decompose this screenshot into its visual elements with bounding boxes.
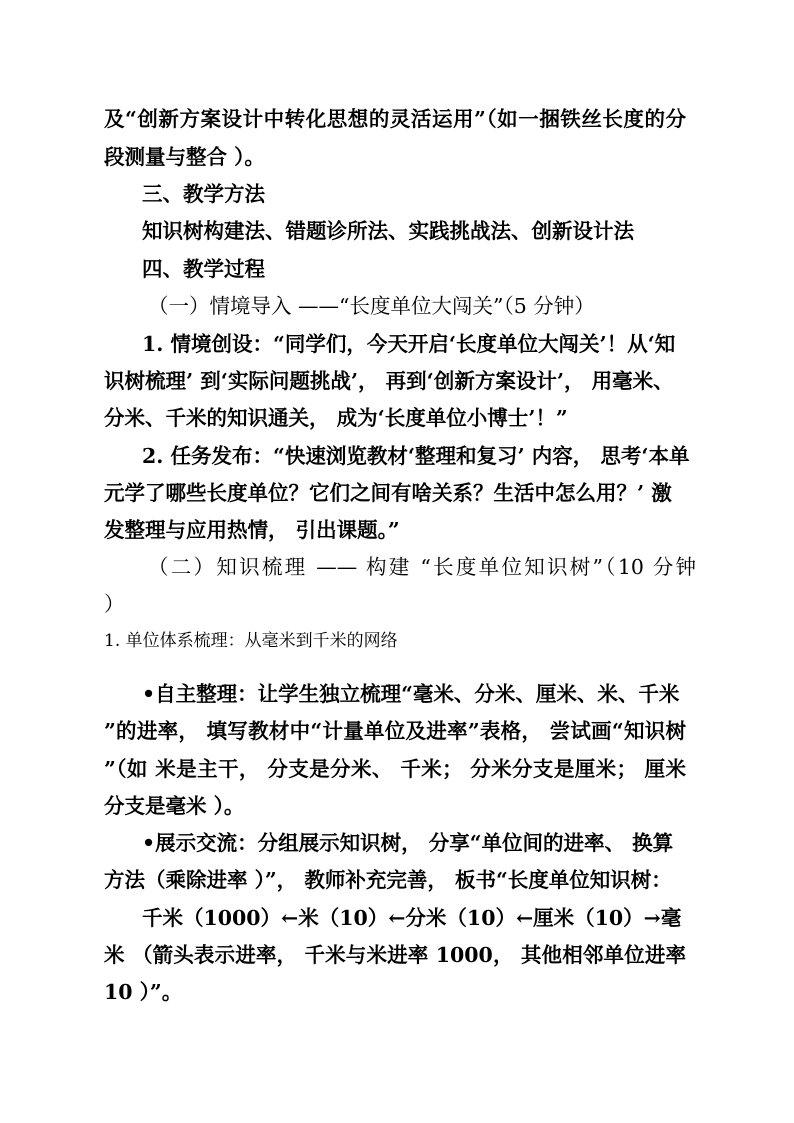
- subsection-heading: ）: [104, 592, 125, 616]
- bullet-line: •展示交流：分组展示知识树， 分享“单位间的进率、 换算: [142, 831, 674, 855]
- paragraph-line: ”（如 米是主干， 分支是分米、 千米； 分米分支是厘米； 厘米: [104, 757, 686, 781]
- paragraph-line: 1. 情境创设：“同学们，今天开启‘长度单位大闯关’！从‘知: [142, 332, 676, 356]
- section-heading: 四、教学过程: [142, 257, 265, 281]
- bullet-line: •自主整理：让学生独立梳理“毫米、分米、厘米、米、千米: [142, 682, 680, 706]
- paragraph-line: 2. 任务发布：“快速浏览教材‘整理和复习’ 内容， 思考‘本单: [142, 444, 690, 468]
- paragraph-line: 及“创新方案设计中转化思想的灵活运用”（如一捆铁丝长度的分: [104, 107, 686, 131]
- section-heading: 三、教学方法: [142, 182, 265, 206]
- subsection-heading: （一）情境导入 ——“长度单位大闯关”（5 分钟）: [148, 294, 595, 318]
- paragraph-line: 分支是毫米 ）。: [104, 794, 245, 818]
- paragraph-line: 发整理与应用热情， 引出课题。”: [104, 518, 400, 542]
- paragraph-line: 识树梳理’ 到‘实际问题挑战’， 再到‘创新方案设计’， 用毫米、: [104, 369, 674, 393]
- paragraph-line: 元学了哪些长度单位？它们之间有啥关系？生活中怎么用？’ 激: [104, 481, 672, 505]
- subsection-heading: （二）知识梳理 —— 构建 “长度单位知识树”（10 分钟: [148, 555, 696, 579]
- paragraph-line: ”的进率， 填写教材中“计量单位及进率”表格， 尝试画“知识树: [104, 719, 686, 743]
- point-heading: 1. 单位体系梳理：从毫米到千米的网络: [104, 631, 398, 651]
- paragraph-line: 知识树构建法、错题诊所法、实践挑战法、创新设计法: [142, 219, 634, 243]
- paragraph-line: 千米（1000）←米（10）←分米（10）←厘米（10）→毫: [142, 906, 682, 930]
- paragraph-line: 米 （箭头表示进率， 千米与米进率 1000， 其他相邻单位进率: [104, 943, 686, 967]
- paragraph-line: 方法（乘除进率 ）”， 教师补充完善， 板书“长度单位知识树：: [104, 868, 672, 892]
- paragraph-line: 段测量与整合 ）。: [104, 145, 265, 169]
- paragraph-line: 10 ）”。: [104, 980, 183, 1004]
- paragraph-line: 分米、千米的知识通关， 成为‘长度单位小博士’！”: [104, 406, 568, 430]
